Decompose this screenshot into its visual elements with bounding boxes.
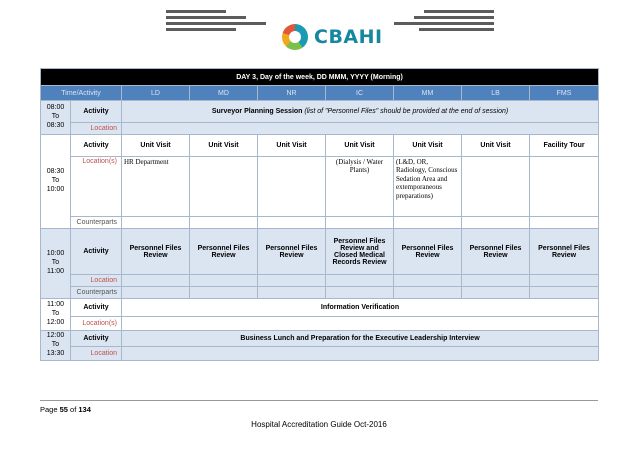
table-row [41, 157, 599, 217]
schedule-table [40, 68, 599, 361]
activity-cell [122, 101, 599, 123]
counterparts-label: Counterparts [71, 217, 122, 229]
time-cell: 12:00 To 13:30 [41, 331, 71, 361]
activity-cell: Business Lunch and Preparation for the Executive Leadership Interview [122, 331, 599, 347]
location-cell [462, 157, 530, 217]
location-label: Location(s) [71, 157, 122, 217]
col-header-lb: LB [462, 86, 530, 101]
counterparts-cell [258, 287, 326, 299]
page-label: Page [40, 405, 60, 414]
activity-cell: Personnel Files Review [190, 229, 258, 275]
activity-cell: Unit Visit [190, 135, 258, 157]
counterparts-cell [462, 217, 530, 229]
arabic-logo-right [384, 10, 494, 34]
page-current: 55 [59, 405, 68, 414]
counterparts-cell [394, 287, 462, 299]
activity-label: Activity [71, 135, 122, 157]
table-row [41, 287, 599, 299]
activity-cell: Information Verification [122, 299, 599, 317]
table-title-row [41, 69, 599, 86]
activity-cell: Unit Visit [122, 135, 190, 157]
table-title: DAY 3, Day of the week, DD MMM, YYYY (Morning) [41, 69, 599, 86]
cbahi-ring-icon [282, 24, 308, 50]
col-header-mm: MM [394, 86, 462, 101]
activity-cell: Unit Visit [326, 135, 394, 157]
counterparts-cell [258, 217, 326, 229]
col-header-ld: LD [122, 86, 190, 101]
cbahi-logo [282, 24, 383, 50]
activity-cell: Personnel Files Review [258, 229, 326, 275]
col-header-ic: IC [326, 86, 394, 101]
location-cell [122, 317, 599, 331]
cbahi-wordmark: CBAHI [314, 26, 383, 48]
column-header-row [41, 86, 599, 101]
location-cell [122, 123, 599, 135]
table-row [41, 299, 599, 317]
page-of: of [67, 405, 79, 414]
activity-main: Surveyor Planning Session [211, 108, 305, 115]
ministry-logo-left [166, 10, 276, 34]
counterparts-cell [190, 287, 258, 299]
location-cell: (L&D, OR, Radiology, Conscious Sedation Area and extemporaneous preparations) [394, 157, 462, 217]
location-cell [122, 275, 190, 287]
location-cell [122, 347, 599, 361]
col-header-fms: FMS [530, 86, 599, 101]
counterparts-cell [122, 217, 190, 229]
location-label: Location [71, 275, 122, 287]
location-cell [530, 157, 599, 217]
activity-cell: Personnel Files Review [122, 229, 190, 275]
activity-cell: Personnel Files Review [394, 229, 462, 275]
activity-cell: Unit Visit [462, 135, 530, 157]
activity-cell: Unit Visit [394, 135, 462, 157]
col-header-md: MD [190, 86, 258, 101]
location-cell [394, 275, 462, 287]
activity-cell: Personnel Files Review [462, 229, 530, 275]
table-row [41, 317, 599, 331]
location-cell [190, 275, 258, 287]
counterparts-cell [122, 287, 190, 299]
location-cell: HR Department [122, 157, 190, 217]
location-cell [326, 275, 394, 287]
page-total: 134 [78, 405, 91, 414]
table-row [41, 123, 599, 135]
location-label: Location [71, 123, 122, 135]
location-cell [258, 275, 326, 287]
table-row [41, 347, 599, 361]
location-cell [258, 157, 326, 217]
document-footer-title: Hospital Accreditation Guide Oct-2016 [251, 420, 387, 429]
col-header-nr: NR [258, 86, 326, 101]
activity-label: Activity [71, 101, 122, 123]
location-cell [462, 275, 530, 287]
counterparts-label: Counterparts [71, 287, 122, 299]
location-cell: (Dialysis / Water Plants) [326, 157, 394, 217]
activity-note: (list of "Personnel Files" should be provided at the end of session) [304, 108, 509, 115]
counterparts-cell [530, 287, 599, 299]
counterparts-cell [394, 217, 462, 229]
table-row [41, 331, 599, 347]
counterparts-cell [326, 217, 394, 229]
counterparts-cell [530, 217, 599, 229]
col-header-time: Time/Activity [41, 86, 122, 101]
table-row [41, 217, 599, 229]
location-cell [530, 275, 599, 287]
activity-label: Activity [71, 331, 122, 347]
table-row [41, 135, 599, 157]
time-cell: 08:00 To 08:30 [41, 101, 71, 135]
footer-divider [40, 400, 598, 401]
activity-cell: Personnel Files Review [530, 229, 599, 275]
time-cell: 11:00 To 12:00 [41, 299, 71, 331]
counterparts-cell [326, 287, 394, 299]
activity-label: Activity [71, 299, 122, 317]
table-row [41, 229, 599, 275]
time-cell: 10:00 To 11:00 [41, 229, 71, 299]
location-label: Location(s) [71, 317, 122, 331]
page-number [40, 405, 91, 414]
location-cell [190, 157, 258, 217]
activity-label: Activity [71, 229, 122, 275]
activity-cell: Unit Visit [258, 135, 326, 157]
counterparts-cell [190, 217, 258, 229]
table-row [41, 275, 599, 287]
activity-cell: Personnel Files Review and Closed Medical Records Review [326, 229, 394, 275]
activity-cell: Facility Tour [530, 135, 599, 157]
location-label: Location [71, 347, 122, 361]
table-row [41, 101, 599, 123]
counterparts-cell [462, 287, 530, 299]
header-logos [0, 0, 638, 62]
time-cell: 08:30 To 10:00 [41, 135, 71, 229]
